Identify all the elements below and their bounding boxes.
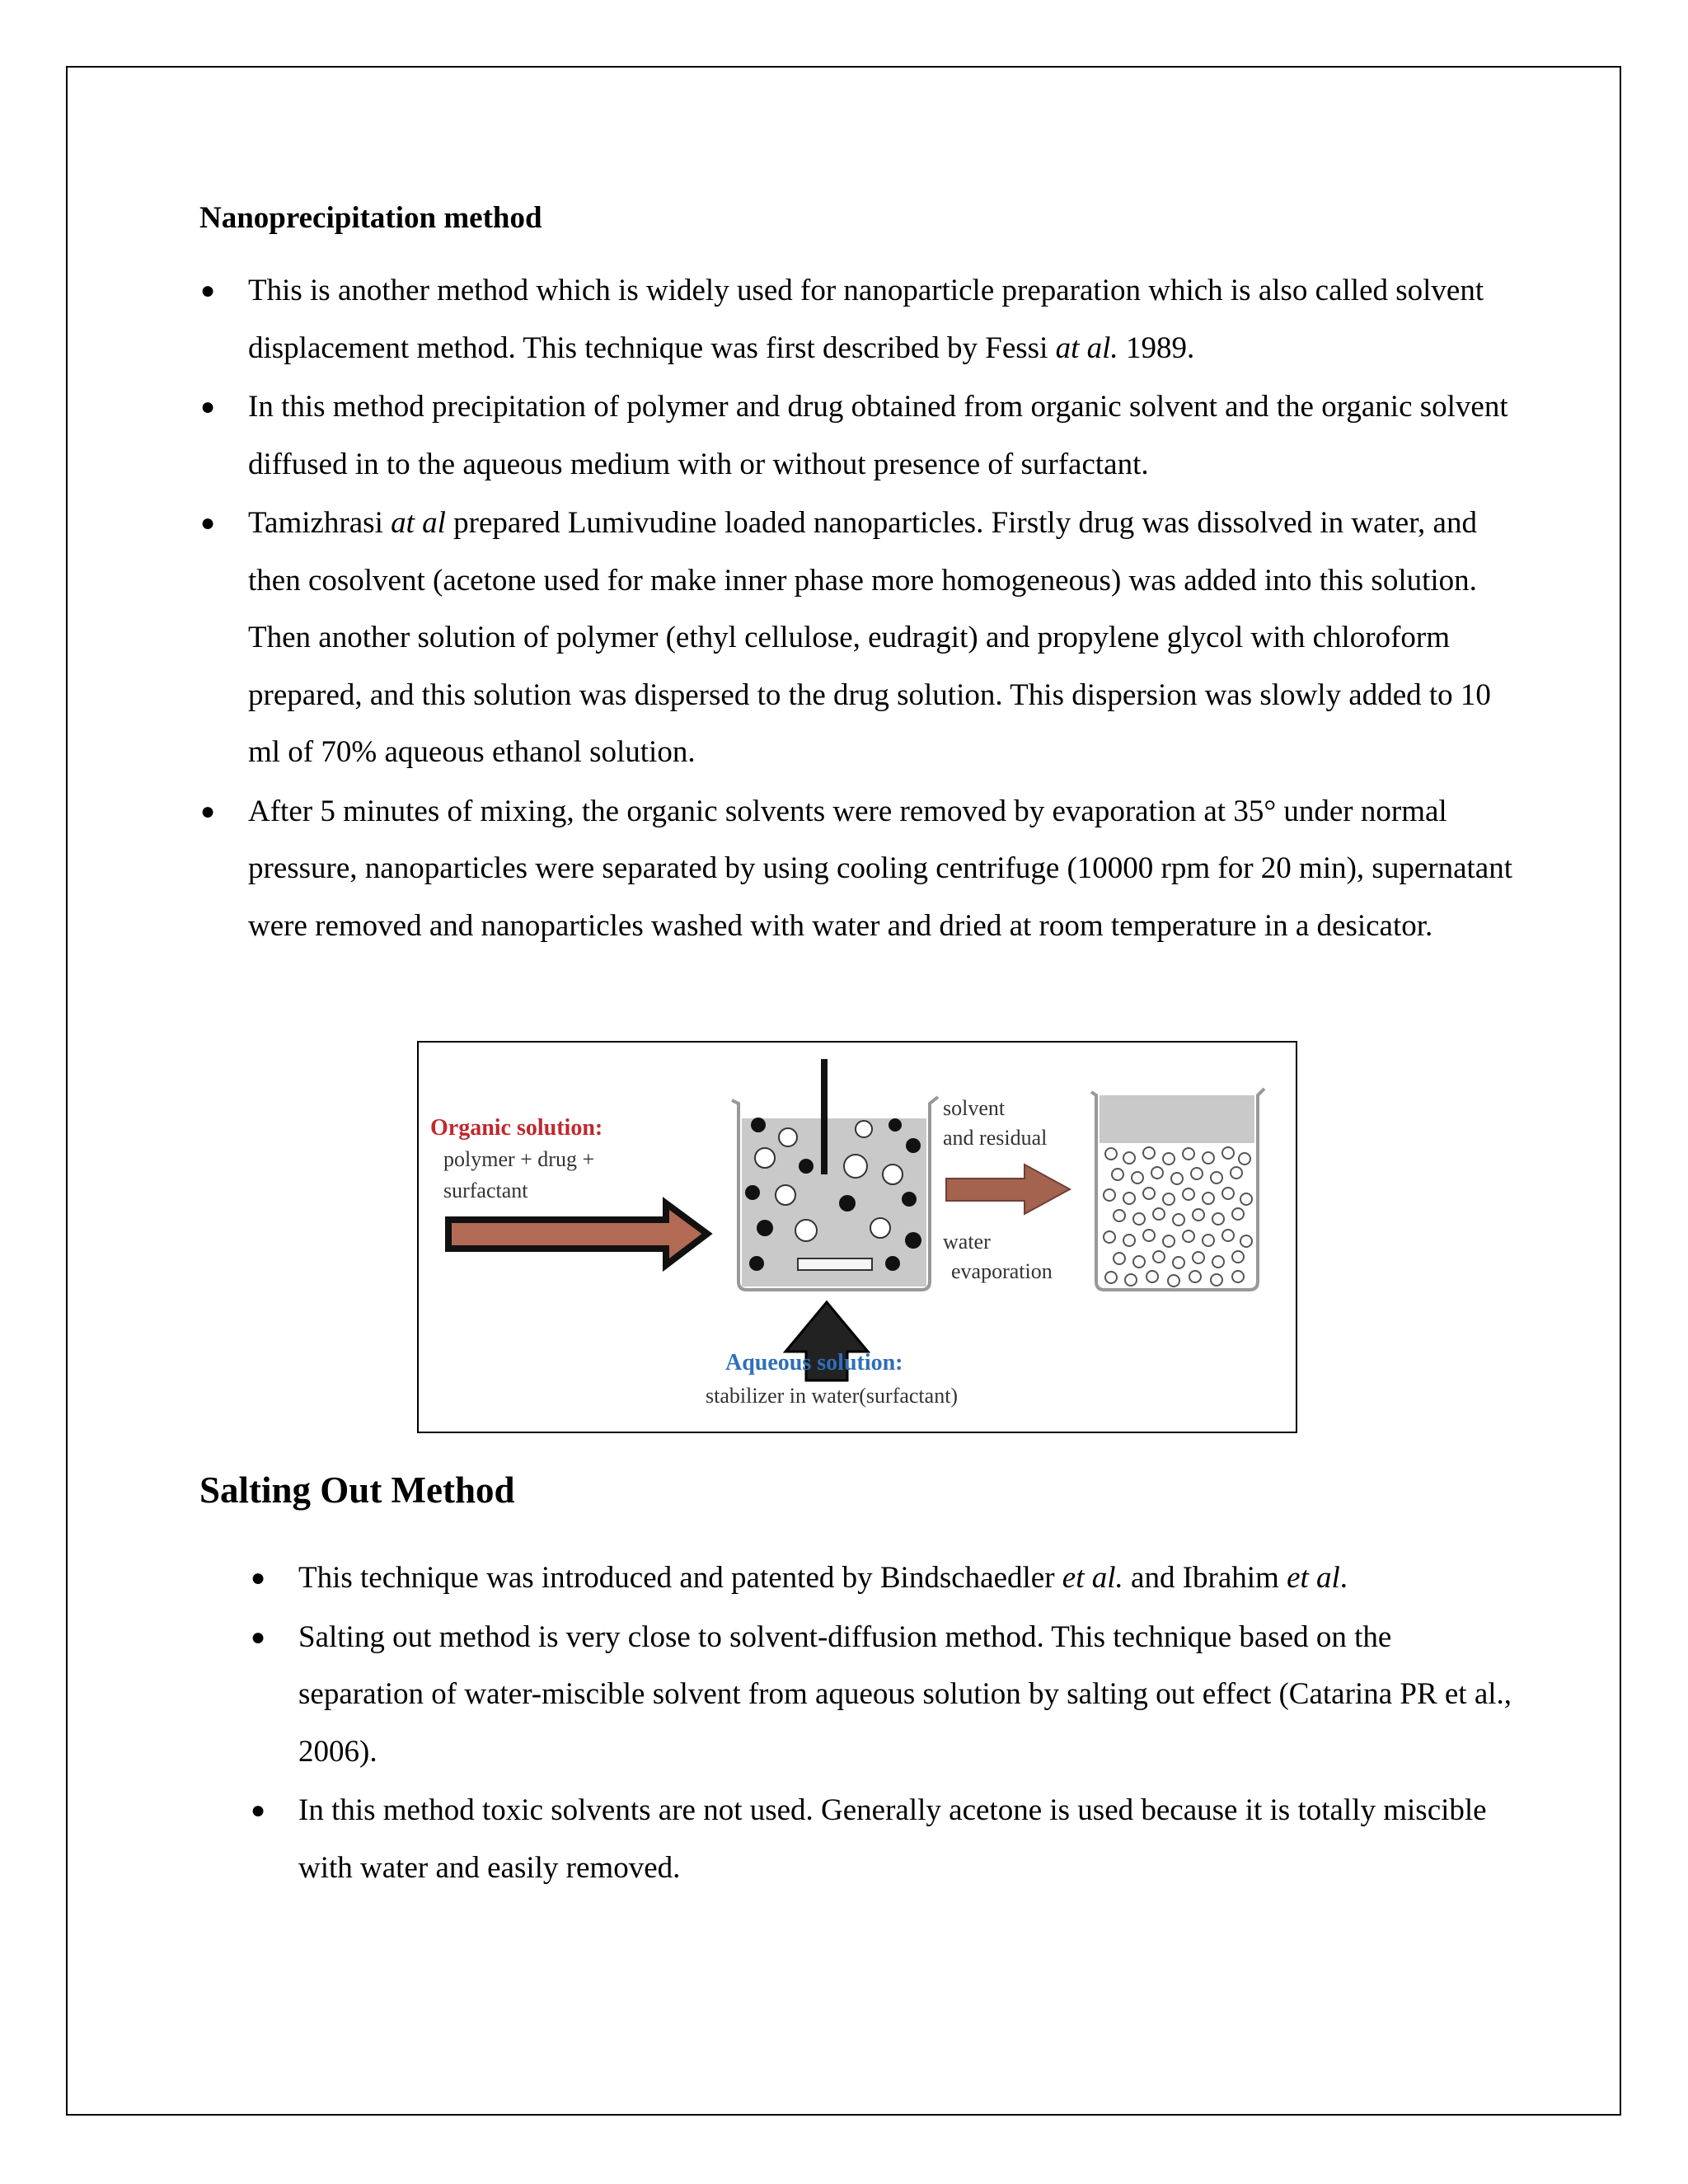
bullet-text: Salting out method is very close to solvent-diffusion method. This technique based on the separation of water-miscible solvent from aqueous solution by salting out effect (Catarina PR et al., 2006). <box>298 1619 1512 1769</box>
nanoprecipitation-diagram <box>417 1041 1297 1433</box>
aqueous-solution-sub: stabilizer in water(surfactant) <box>706 1384 959 1408</box>
list-item <box>251 1782 1518 1896</box>
bullet-icon: ● <box>200 509 216 537</box>
bullet-text: After 5 minutes of mixing, the organic solvents were removed by evaporation at 35° under normal pressure, nanoparticles were separated by using cooling centrifuge (10000 rpm for 20 min), supernatant were removed and nanoparticles washed with water and dried at room temperature in a desicator. <box>248 794 1512 943</box>
section-heading-nanoprecipitation: Nanoprecipitation method <box>199 201 542 235</box>
bullet-icon: ● <box>200 277 216 304</box>
bullet-text: This is another method which is widely used for nanoparticle preparation which is also called solvent displacement method. This technique was first described by Fessi at al. 1989. <box>248 274 1484 365</box>
water-label-line2: evaporation <box>951 1259 1053 1283</box>
organic-solution-title: Organic solution: <box>430 1115 603 1141</box>
list-item <box>200 378 1517 493</box>
list-item <box>251 1549 1518 1607</box>
organic-arrow-icon <box>448 1203 707 1265</box>
bullet-icon: ● <box>251 1623 266 1651</box>
list-item <box>200 783 1517 955</box>
bullet-text: Tamizhrasi at al prepared Lumivudine loaded nanoparticles. Firstly drug was dissolved in water, and then cosolvent (acetone used for make inner phase more homogeneous) was added into this solution. Then another solution of polymer (ethyl cellulose, eudragit) and propylene glycol with chloroform prepared, and this solution was dispersed to the drug solution. This dispersion was slowly added to 10 ml of 70% aqueous ethanol solution. <box>248 506 1491 769</box>
aqueous-solution-title: Aqueous solution: <box>725 1350 903 1376</box>
solvent-label-line1: solvent <box>943 1096 1006 1120</box>
diagram-svg <box>419 1043 1296 1432</box>
bullet-text: In this method precipitation of polymer and drug obtained from organic solvent and the organic solvent diffused in to the aqueous medium with or without presence of surfactant. <box>248 390 1508 481</box>
bullet-text: In this method toxic solvents are not used. Generally acetone is used because it is totally miscible with water and easily removed. <box>298 1793 1487 1885</box>
beaker-mixing-icon <box>732 1059 938 1290</box>
evaporation-arrow-icon <box>946 1165 1070 1214</box>
list-item <box>251 1609 1518 1781</box>
water-label-line1: water <box>943 1230 991 1254</box>
solvent-label-line2: and residual <box>943 1126 1048 1150</box>
bullet-icon: ● <box>251 1797 266 1824</box>
list-item <box>200 494 1517 781</box>
organic-solution-line1: polymer + drug + <box>443 1147 595 1171</box>
section-heading-salting-out: Salting Out Method <box>199 1469 515 1511</box>
organic-solution-line2: surfactant <box>443 1179 528 1202</box>
bullet-icon: ● <box>251 1564 266 1591</box>
bullet-icon: ● <box>200 393 216 420</box>
nanoprecipitation-bullet-list <box>200 262 1517 956</box>
bullet-text: This technique was introduced and patented by Bindschaedler et al. and Ibrahim et al. <box>298 1561 1348 1595</box>
bullet-icon: ● <box>200 797 216 825</box>
list-item <box>200 262 1517 377</box>
beaker-nanoparticles-icon <box>1091 1089 1264 1290</box>
salting-out-bullet-list <box>251 1549 1518 1898</box>
